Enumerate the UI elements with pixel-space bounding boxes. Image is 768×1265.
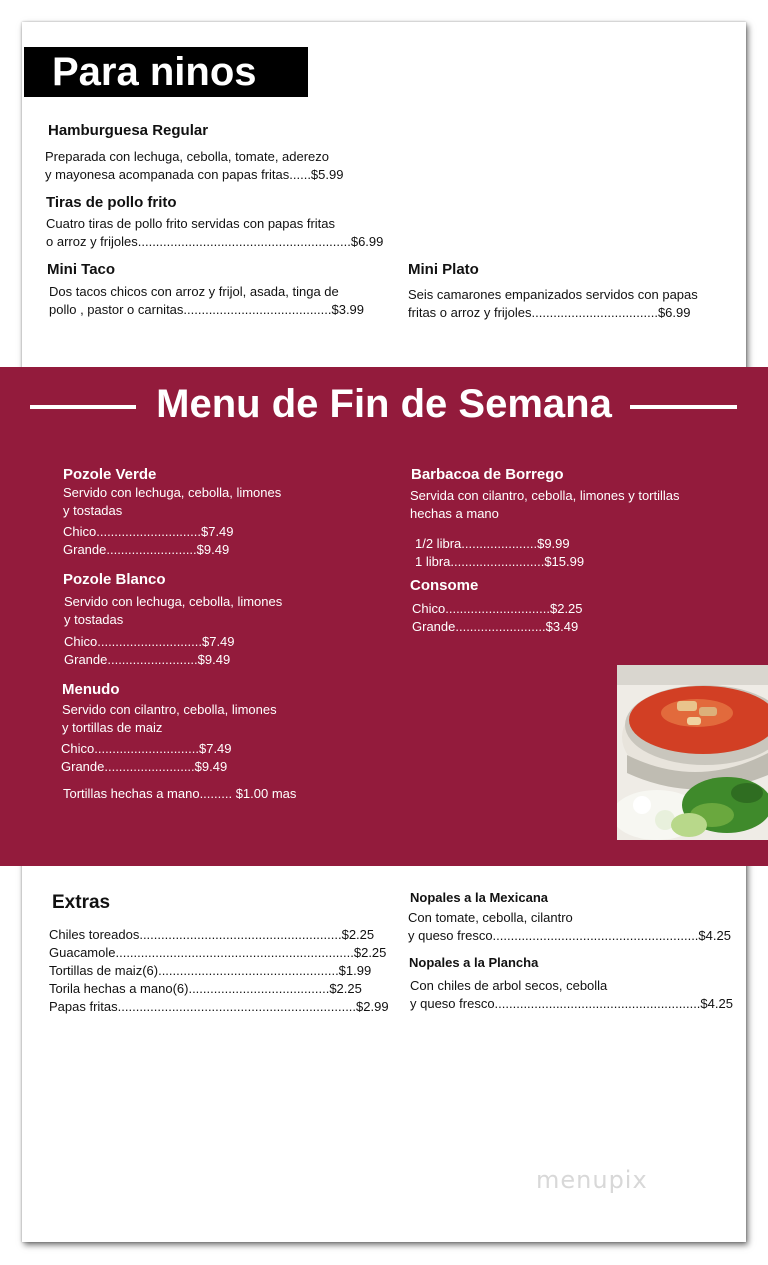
list-item: Chiles toreados........................................................$2.25	[49, 927, 375, 942]
item-desc-mini-plato: Seis camarones empanizados servidos con papas fritas o arroz y frijoles...................................$6.99	[408, 287, 698, 320]
item-title-pozole-blanco: Pozole Blanco	[63, 571, 166, 588]
item-desc-nopales-mexicana: Con tomate, cebolla, cilantro y queso fresco.........................................................$4.25	[408, 910, 731, 943]
item-desc-pozole-blanco: Servido con lechuga, cebolla, limones y tostadas	[64, 594, 283, 627]
item-desc-barbacoa: Servida con cilantro, cebolla, limones y tortillas hechas a mano	[410, 488, 680, 521]
item-title-mini-plato: Mini Plato	[408, 261, 479, 278]
weekend-heading: Menu de Fin de Semana	[156, 382, 612, 426]
item-title-barbacoa: Barbacoa de Borrego	[411, 466, 564, 483]
extras-list	[49, 926, 389, 1016]
item-desc-hamburguesa: Preparada con lechuga, cebolla, tomate, aderezo y mayonesa acompanada con papas fritas......$5.99	[45, 149, 344, 182]
item-title-menudo: Menudo	[62, 681, 120, 698]
item-desc-nopales-plancha: Con chiles de arbol secos, cebolla y queso fresco.........................................................$4.25	[410, 978, 733, 1011]
item-title-nopales-plancha: Nopales a la Plancha	[409, 955, 539, 970]
tortillas-note: Tortillas hechas a mano......... $1.00 mas	[63, 786, 297, 801]
item-prices-pozole-verde: Chico.............................$7.49 Grande.........................$9.49	[63, 524, 234, 557]
item-title-tiras: Tiras de pollo frito	[46, 194, 177, 211]
item-desc-tiras: Cuatro tiras de pollo frito servidas con papas fritas o arroz y frijoles...........................................................$6.99	[46, 216, 384, 249]
list-item: Tortillas de maiz(6)..................................................$1.99	[49, 963, 372, 978]
item-title-mini-taco: Mini Taco	[47, 261, 116, 278]
item-title-nopales-mexicana: Nopales a la Mexicana	[410, 890, 549, 905]
item-title-pozole-verde: Pozole Verde	[63, 466, 157, 483]
menupix-watermark: menupix	[536, 1166, 648, 1194]
item-prices-barbacoa: 1/2 libra.....................$9.99 1 libra..........................$15.99	[415, 536, 585, 569]
kids-section-heading: Para ninos	[24, 47, 308, 97]
item-prices-consome: Chico.............................$2.25 Grande.........................$3.49	[412, 601, 583, 634]
soup-bowl-illustration	[617, 665, 768, 840]
list-item: Guacamole..................................................................$2.25	[49, 945, 387, 960]
extras-heading: Extras	[52, 892, 111, 913]
list-item: Torila hechas a mano(6).......................................$2.25	[49, 981, 362, 996]
item-title-hamburguesa: Hamburguesa Regular	[48, 122, 209, 139]
item-prices-pozole-blanco: Chico.............................$7.49 Grande.........................$9.49	[64, 634, 235, 667]
item-title-consome: Consome	[410, 577, 479, 594]
soup-photo	[617, 665, 768, 840]
item-desc-mini-taco: Dos tacos chicos con arroz y frijol, asada, tinga de pollo , pastor o carnitas.........................................$3.99	[49, 284, 365, 317]
item-desc-pozole-verde: Servido con lechuga, cebolla, limones y tostadas	[63, 485, 282, 518]
item-desc-menudo: Servido con cilantro, cebolla, limones y tortillas de maiz	[62, 702, 277, 735]
item-prices-menudo: Chico.............................$7.49 Grande.........................$9.49	[61, 741, 232, 774]
list-item: Papas fritas..................................................................$2.99	[49, 999, 389, 1014]
